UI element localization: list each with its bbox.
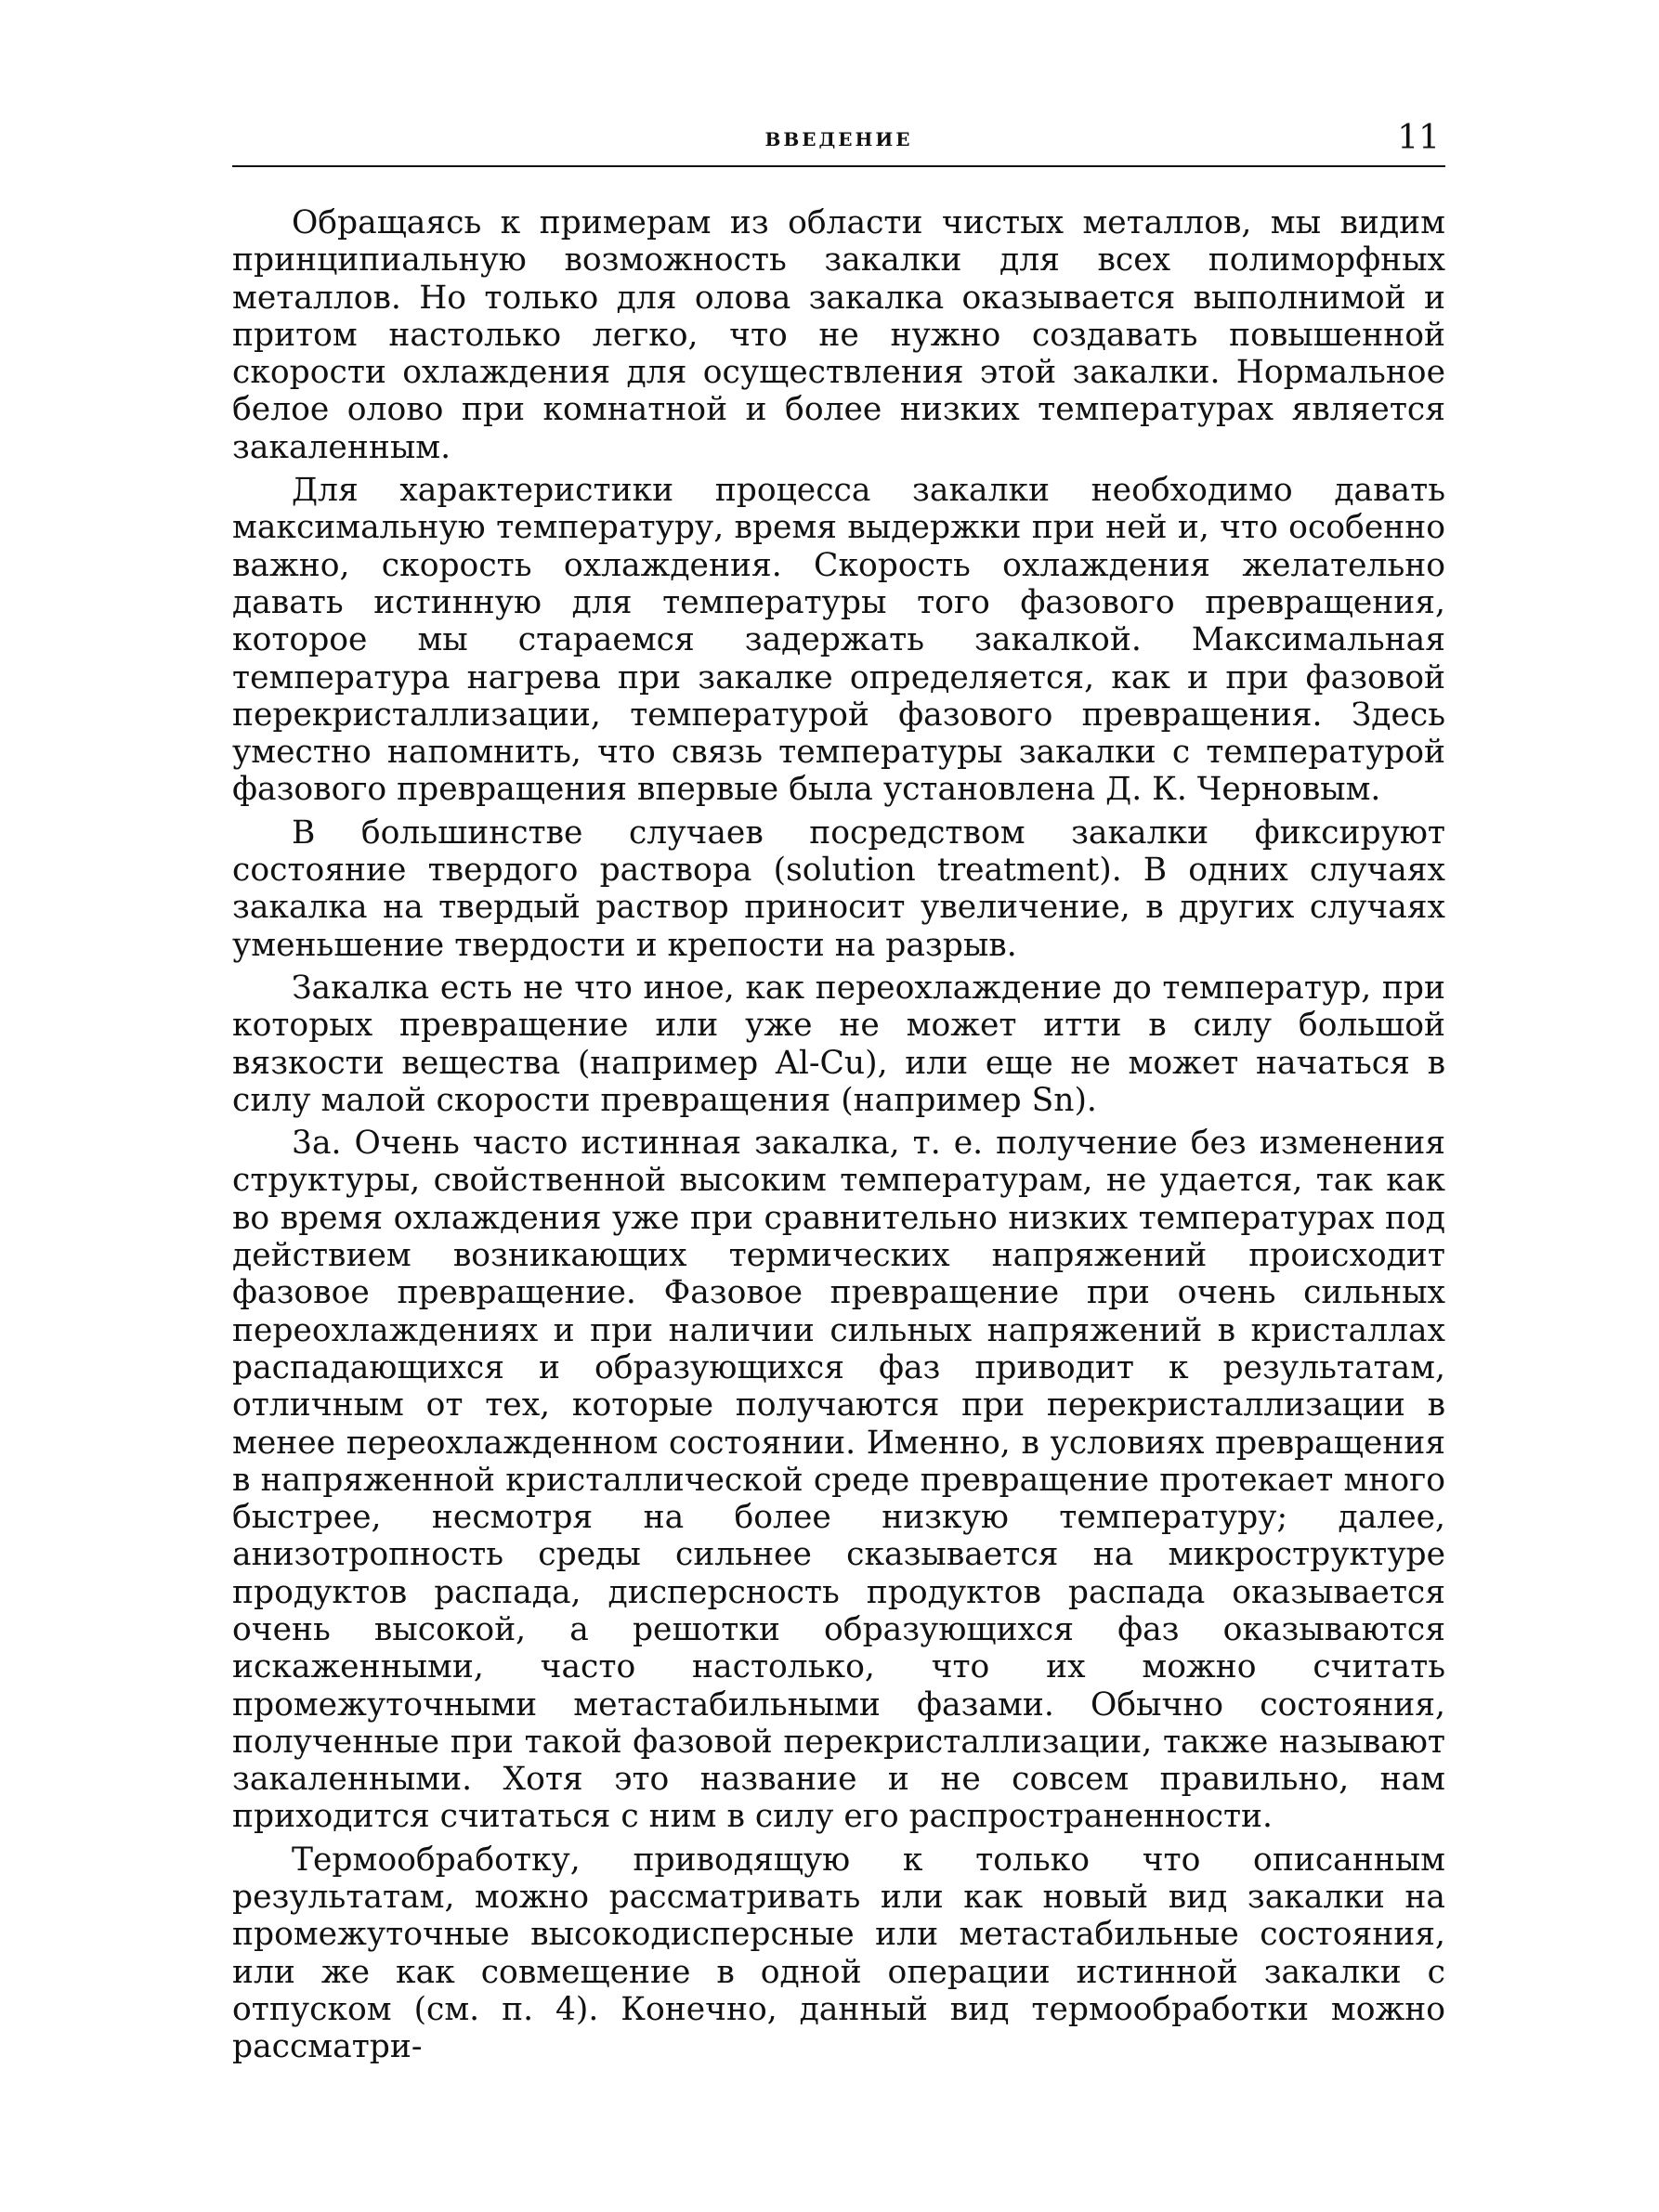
- paragraph-5: 3а. Очень часто истинная закалка, т. е. получение без изменения структуры, свойственной высоким температурам, не удается, так как во время охлаждения уже при сравнительно низких температурах под действием возникающих термических напряжений происходит фазовое превращение. Фазовое превращение при очень сильных переохлаждениях и при наличии сильных напряжений в кристаллах распадающихся и образующихся фаз приводит к результатам, отличным от тех, которые получаются при перекристаллизации в менее переохлажденном состоянии. Именно, в условиях превращения в напряженной кристаллической среде превращение протекает много быстрее, несмотря на более низкую температуру; далее, анизотропность среды сильнее сказывается на микроструктуре продуктов распада, дисперсность продуктов распада оказывается очень высокой, а решотки образующихся фаз оказываются искаженными, часто настолько, что их можно считать промежуточными метастабильными фазами. Обычно состояния, полученные при такой фазовой перекристаллизации, также называют закаленными. Хотя это название и не совсем правильно, нам приходится считаться с ним в силу его распространенности.: [232, 1125, 1445, 1836]
- paragraph-3: В большинстве случаев посредством закалки фиксируют состояние твердого раствора (solution treatment). В одних случаях закалка на твердый раствор приносит увеличение, в других случаях уменьшение твердости и крепости на разрыв.: [232, 813, 1445, 964]
- page-number: 11: [1397, 119, 1440, 157]
- running-title: ВВЕДЕНИЕ: [764, 128, 913, 150]
- paragraph-2: Для характеристики процесса закалки необходимо давать максимальную температуру, время выдержки при ней и, что особенно важно, скорость охлаждения. Скорость охлаждения желательно давать истинную для температуры того фазового превращения, которое мы стараемся задержать закалкой. Максимальная температура нагрева при закалке определяется, как и при фазовой перекристаллизации, температурой фазового превращения. Здесь уместно напомнить, что связь температуры закалки с температурой фазового превращения впервые была установлена Д. К. Черновым.: [232, 472, 1445, 809]
- paragraph-1: Обращаясь к примерам из области чистых металлов, мы видим принципиальную возможность закалки для всех полиморфных металлов. Но только для олова закалка оказывается выполнимой и притом настолько легко, что не нужно создавать повышенной скорости охлаждения для осуществления этой закалки. Нормальное белое олово при комнатной и более низких температурах является закаленным.: [232, 204, 1445, 466]
- header-rule: [232, 165, 1445, 167]
- paragraph-6: Термообработку, приводящую к только что описанным результатам, можно рассматривать или как новый вид закалки на промежуточные высокодисперсные или метастабильные состояния, или же как совмещение в одной операции истинной закалки с отпуском (см. п. 4). Конечно, данный вид термообработки можно рассматри-: [232, 1841, 1445, 2066]
- body-text: [232, 204, 1445, 2072]
- running-head: [232, 119, 1445, 163]
- paragraph-4: Закалка есть не что иное, как переохлаждение до температур, при которых превращение или уже не может итти в силу большой вязкости вещества (например Al-Cu), или еще не может начаться в силу малой скорости превращения (например Sn).: [232, 969, 1445, 1119]
